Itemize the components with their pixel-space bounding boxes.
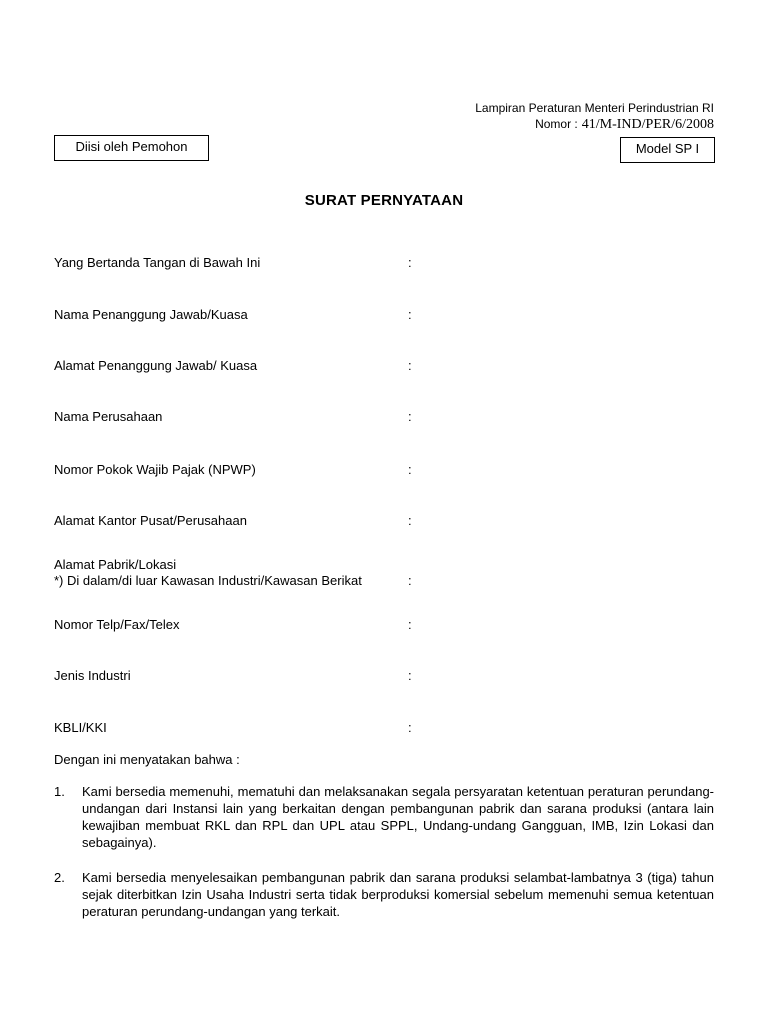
field-colon: : (408, 513, 412, 528)
field-colon: : (408, 307, 412, 322)
statement-item (54, 783, 714, 851)
item-number: 1. (54, 784, 65, 799)
item-text: Kami bersedia memenuhi, mematuhi dan melaksanakan segala persyaratan ketentuan peraturan perundang-undangan dari Instansi lain yang berkaitan dengan pembangunan pabrik dan sarana produksi (antara lain kewajiban membuat RKL dan RPL dan UPL atau SPPL, Undang-undang Gangguan, IMB, Izin Lokasi dan sebagainya). (82, 784, 714, 850)
field-colon: : (408, 462, 412, 477)
field-colon: : (408, 573, 412, 588)
factory-location-label: Alamat Pabrik/Lokasi (54, 557, 177, 572)
field-label-industry-type: Jenis Industri (54, 668, 131, 683)
model-box: Model SP I (620, 137, 715, 163)
factory-location-note: *) Di dalam/di luar Kawasan Industri/Kawasan Berikat (54, 573, 362, 588)
field-colon: : (408, 617, 412, 632)
field-label-company-name: Nama Perusahaan (54, 409, 163, 424)
field-label-responsible-address: Alamat Penanggung Jawab/ Kuasa (54, 358, 258, 373)
document-header (475, 100, 714, 133)
field-label-responsible-name: Nama Penanggung Jawab/Kuasa (54, 307, 248, 322)
regulation-number (475, 116, 714, 133)
field-colon: : (408, 409, 412, 424)
field-label-npwp: Nomor Pokok Wajib Pajak (NPWP) (54, 462, 256, 477)
field-label-phone-fax-telex: Nomor Telp/Fax/Telex (54, 617, 180, 632)
field-label-kbli-kki: KBLI/KKI (54, 720, 107, 735)
field-label-factory-location (54, 557, 414, 589)
nomor-value: 41/M-IND/PER/6/2008 (581, 117, 714, 132)
field-colon: : (408, 358, 412, 373)
statement-intro: Dengan ini menyatakan bahwa : (54, 752, 240, 767)
document-title: SURAT PERNYATAAN (304, 192, 464, 209)
nomor-label: Nomor : (535, 117, 578, 131)
applicant-fill-box: Diisi oleh Pemohon (54, 135, 209, 161)
item-number: 2. (54, 870, 65, 885)
regulation-reference: Lampiran Peraturan Menteri Perindustrian RI (475, 101, 714, 115)
statement-item (54, 869, 714, 920)
field-colon: : (408, 720, 412, 735)
field-label-head-office-address: Alamat Kantor Pusat/Perusahaan (54, 513, 247, 528)
item-text: Kami bersedia menyelesaikan pembangunan pabrik dan sarana produksi selambat-lambatnya 3 (tiga) tahun sejak diterbitkan Izin Usaha Industri serta tidak berproduksi komersial sebelum memenuhi semua ketentuan peraturan perundang-undangan yang terkait. (82, 870, 714, 919)
field-label-signatory: Yang Bertanda Tangan di Bawah Ini (54, 255, 261, 270)
field-colon: : (408, 255, 412, 270)
field-colon: : (408, 668, 412, 683)
